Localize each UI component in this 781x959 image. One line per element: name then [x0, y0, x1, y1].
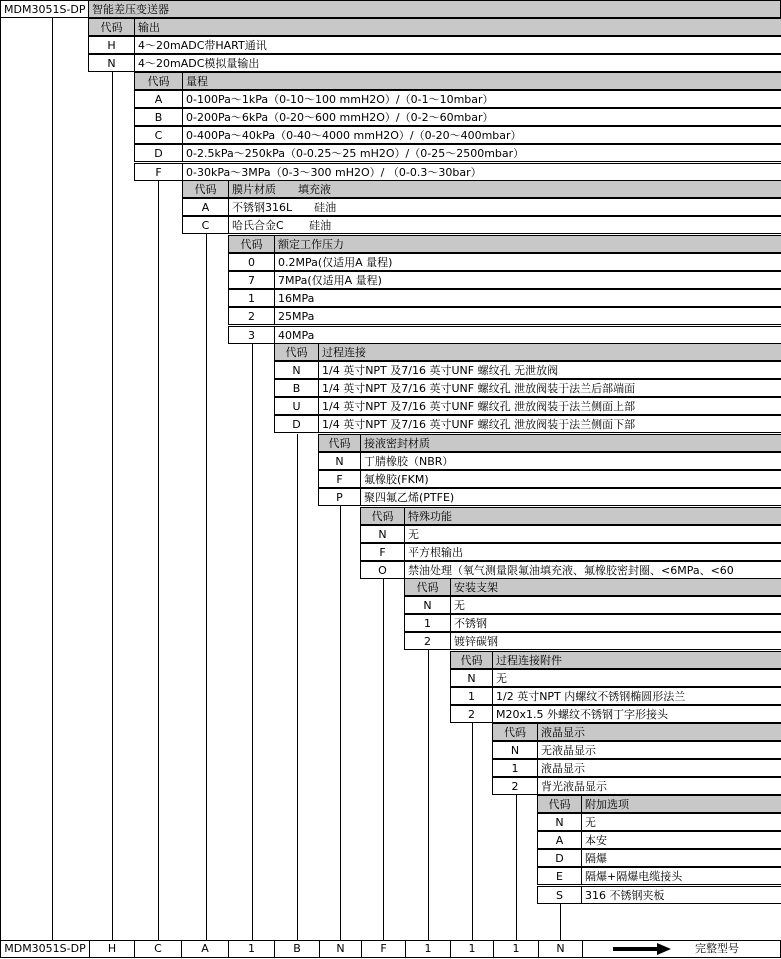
example-result-cell	[582, 940, 781, 958]
section-6-option-text: 平方根输出	[404, 543, 781, 561]
table-left-edge	[0, 17, 1, 940]
section-1-option-code: B	[134, 108, 183, 126]
section-3-option-code: 7	[228, 271, 275, 289]
section-10-option-text: 本安	[581, 831, 781, 849]
example-model-prefix: MDM3051S-DP	[0, 940, 90, 958]
section-3-title: 额定工作压力	[274, 235, 781, 253]
section-1-title: 量程	[182, 72, 781, 90]
section-4-option-text: 1/4 英寸NPT 及7/16 英寸UNF 螺纹孔 泄放阀装于法兰侧面上部	[318, 397, 781, 415]
right-arrow-icon	[613, 942, 673, 956]
section-10-option-code: N	[537, 813, 582, 831]
model-prefix-cell: MDM3051S-DP	[0, 0, 89, 18]
section-2-option-text: 哈氏合金C 硅油	[228, 216, 781, 234]
connector-line	[516, 795, 517, 940]
section-3-option-code: 1	[228, 289, 275, 307]
section-3-option-code: 2	[228, 307, 275, 325]
example-code-cell: 1	[450, 940, 494, 958]
connector-line	[52, 18, 53, 940]
example-label: 完整型号	[695, 942, 739, 955]
section-1-option-code: C	[134, 126, 183, 144]
section-1-option-text: 0-30kPa～3MPa（0-3～300 mH2O）/ （0-0.3～30bar）	[182, 163, 781, 181]
connector-line	[112, 72, 113, 940]
section-6-code-header: 代码	[360, 507, 405, 525]
section-9-option-text: 背光液晶显示	[537, 777, 781, 795]
connector-line	[472, 723, 473, 940]
example-code-cell: N	[538, 940, 583, 958]
section-2-title: 膜片材质 填充液	[228, 180, 781, 198]
section-10-option-code: S	[537, 886, 582, 904]
section-1-option-text: 0-100Pa～1kPa（0-10～100 mmH2O）/（0-1～10mbar）	[182, 90, 781, 108]
section-7-option-text: 不锈钢	[450, 614, 781, 632]
section-0-option-code: N	[88, 54, 135, 72]
section-7-option-code: 1	[404, 614, 451, 632]
section-10-option-text: 隔爆	[581, 849, 781, 867]
example-code-cell: 1	[493, 940, 539, 958]
section-5-option-code: F	[318, 470, 361, 488]
example-code-cell: F	[361, 940, 406, 958]
section-4-option-text: 1/4 英寸NPT 及7/16 英寸UNF 螺纹孔 泄放阀装于法兰后部端面	[318, 379, 781, 397]
section-4-option-code: U	[274, 397, 319, 415]
section-10-option-code: A	[537, 831, 582, 849]
example-code-cell: H	[89, 940, 135, 958]
section-2-code-header: 代码	[182, 180, 229, 198]
section-5-option-text: 聚四氟乙烯(PTFE)	[360, 488, 781, 506]
section-9-option-code: 2	[492, 777, 538, 795]
connector-line	[252, 344, 253, 940]
section-0-option-text: 4～20mADC带HART通讯	[134, 36, 781, 54]
section-6-option-text: 无	[404, 525, 781, 543]
example-code-cell: B	[274, 940, 320, 958]
section-8-option-code: N	[450, 669, 493, 687]
section-3-option-text: 0.2MPa(仅适用A 量程)	[274, 253, 781, 271]
section-7-option-text: 无	[450, 596, 781, 614]
section-8-option-code: 1	[450, 687, 493, 705]
section-9-option-text: 无液晶显示	[537, 741, 781, 759]
section-10-option-text: 316 不锈钢夹板	[581, 886, 781, 904]
section-6-option-code: O	[360, 561, 405, 579]
section-3-option-text: 16MPa	[274, 289, 781, 307]
section-3-option-text: 40MPa	[274, 326, 781, 344]
section-9-title: 液晶显示	[537, 723, 781, 741]
section-10-option-code: D	[537, 849, 582, 867]
section-7-option-code: N	[404, 596, 451, 614]
section-7-option-code: 2	[404, 632, 451, 650]
connector-line	[297, 434, 298, 940]
section-0-option-code: H	[88, 36, 135, 54]
section-5-code-header: 代码	[318, 434, 361, 452]
section-6-title: 特殊功能	[404, 507, 781, 525]
connector-line	[428, 650, 429, 940]
section-4-option-code: D	[274, 415, 319, 433]
section-2-option-text: 不锈钢316L 硅油	[228, 198, 781, 216]
section-10-option-text: 无	[581, 813, 781, 831]
section-4-title: 过程连接	[318, 343, 781, 361]
section-9-option-code: N	[492, 741, 538, 759]
example-code-cell: C	[134, 940, 182, 958]
section-3-option-text: 25MPa	[274, 307, 781, 325]
section-3-option-text: 7MPa(仅适用A 量程)	[274, 271, 781, 289]
connector-line	[383, 579, 384, 940]
section-4-code-header: 代码	[274, 343, 319, 361]
connector-line	[158, 181, 159, 940]
section-7-option-text: 镀锌碳钢	[450, 632, 781, 650]
section-4-option-text: 1/4 英寸NPT 及7/16 英寸UNF 螺纹孔 泄放阀装于法兰侧面下部	[318, 415, 781, 433]
connector-line	[340, 506, 341, 940]
section-1-option-code: F	[134, 163, 183, 181]
section-8-option-text: 无	[492, 669, 781, 687]
section-7-code-header: 代码	[404, 578, 451, 596]
section-5-option-text: 氟橡胶(FKM)	[360, 470, 781, 488]
section-8-option-text: M20x1.5 外螺纹不锈钢丁字形接头	[492, 705, 781, 723]
section-9-code-header: 代码	[492, 723, 538, 741]
section-10-option-text: 隔爆+隔爆电缆接头	[581, 867, 781, 885]
section-8-code-header: 代码	[450, 651, 493, 669]
section-3-option-code: 3	[228, 326, 275, 344]
section-0-code-header: 代码	[88, 18, 135, 36]
section-1-option-text: 0-200Pa～6kPa（0-20～600 mmH2O）/（0-2～60mbar）	[182, 108, 781, 126]
connector-line	[206, 234, 207, 940]
section-5-option-text: 丁腈橡胶（NBR）	[360, 452, 781, 470]
connector-line	[560, 904, 561, 940]
section-1-code-header: 代码	[134, 72, 183, 90]
section-9-option-code: 1	[492, 759, 538, 777]
section-4-option-code: B	[274, 379, 319, 397]
section-6-option-code: N	[360, 525, 405, 543]
section-3-code-header: 代码	[228, 235, 275, 253]
section-6-option-text: 禁油处理（氧气测量限氟油填充液、氟橡胶密封圈、<6MPa、<60	[404, 561, 781, 579]
section-2-option-code: A	[182, 198, 229, 216]
section-10-code-header: 代码	[537, 795, 582, 813]
example-code-cell: A	[181, 940, 229, 958]
section-4-option-code: N	[274, 361, 319, 379]
section-5-option-code: N	[318, 452, 361, 470]
section-1-option-text: 0-400Pa～40kPa（0-40～4000 mmH2O）/（0-20～400mbar）	[182, 126, 781, 144]
example-code-cell: N	[319, 940, 362, 958]
section-4-option-text: 1/4 英寸NPT 及7/16 英寸UNF 螺纹孔 无泄放阀	[318, 361, 781, 379]
section-8-option-text: 1/2 英寸NPT 内螺纹不锈钢椭圆形法兰	[492, 687, 781, 705]
section-1-option-code: A	[134, 90, 183, 108]
section-5-title: 接液密封材质	[360, 434, 781, 452]
section-3-option-code: 0	[228, 253, 275, 271]
section-10-option-code: E	[537, 867, 582, 885]
section-10-title: 附加选项	[581, 795, 781, 813]
section-5-option-code: P	[318, 488, 361, 506]
section-1-option-text: 0-2.5kPa～250kPa（0-0.25～25 mH2O）/（0-25～2500mbar）	[182, 144, 781, 162]
section-0-title: 输出	[134, 18, 781, 36]
section-8-title: 过程连接附件	[492, 651, 781, 669]
section-1-option-code: D	[134, 144, 183, 162]
example-code-cell: 1	[228, 940, 275, 958]
example-code-cell: 1	[405, 940, 451, 958]
product-title-cell: 智能差压变送器	[88, 0, 781, 18]
section-2-option-code: C	[182, 216, 229, 234]
section-9-option-text: 液晶显示	[537, 759, 781, 777]
section-7-title: 安装支架	[450, 578, 781, 596]
section-0-option-text: 4～20mADC模拟量输出	[134, 54, 781, 72]
section-6-option-code: F	[360, 543, 405, 561]
section-8-option-code: 2	[450, 705, 493, 723]
